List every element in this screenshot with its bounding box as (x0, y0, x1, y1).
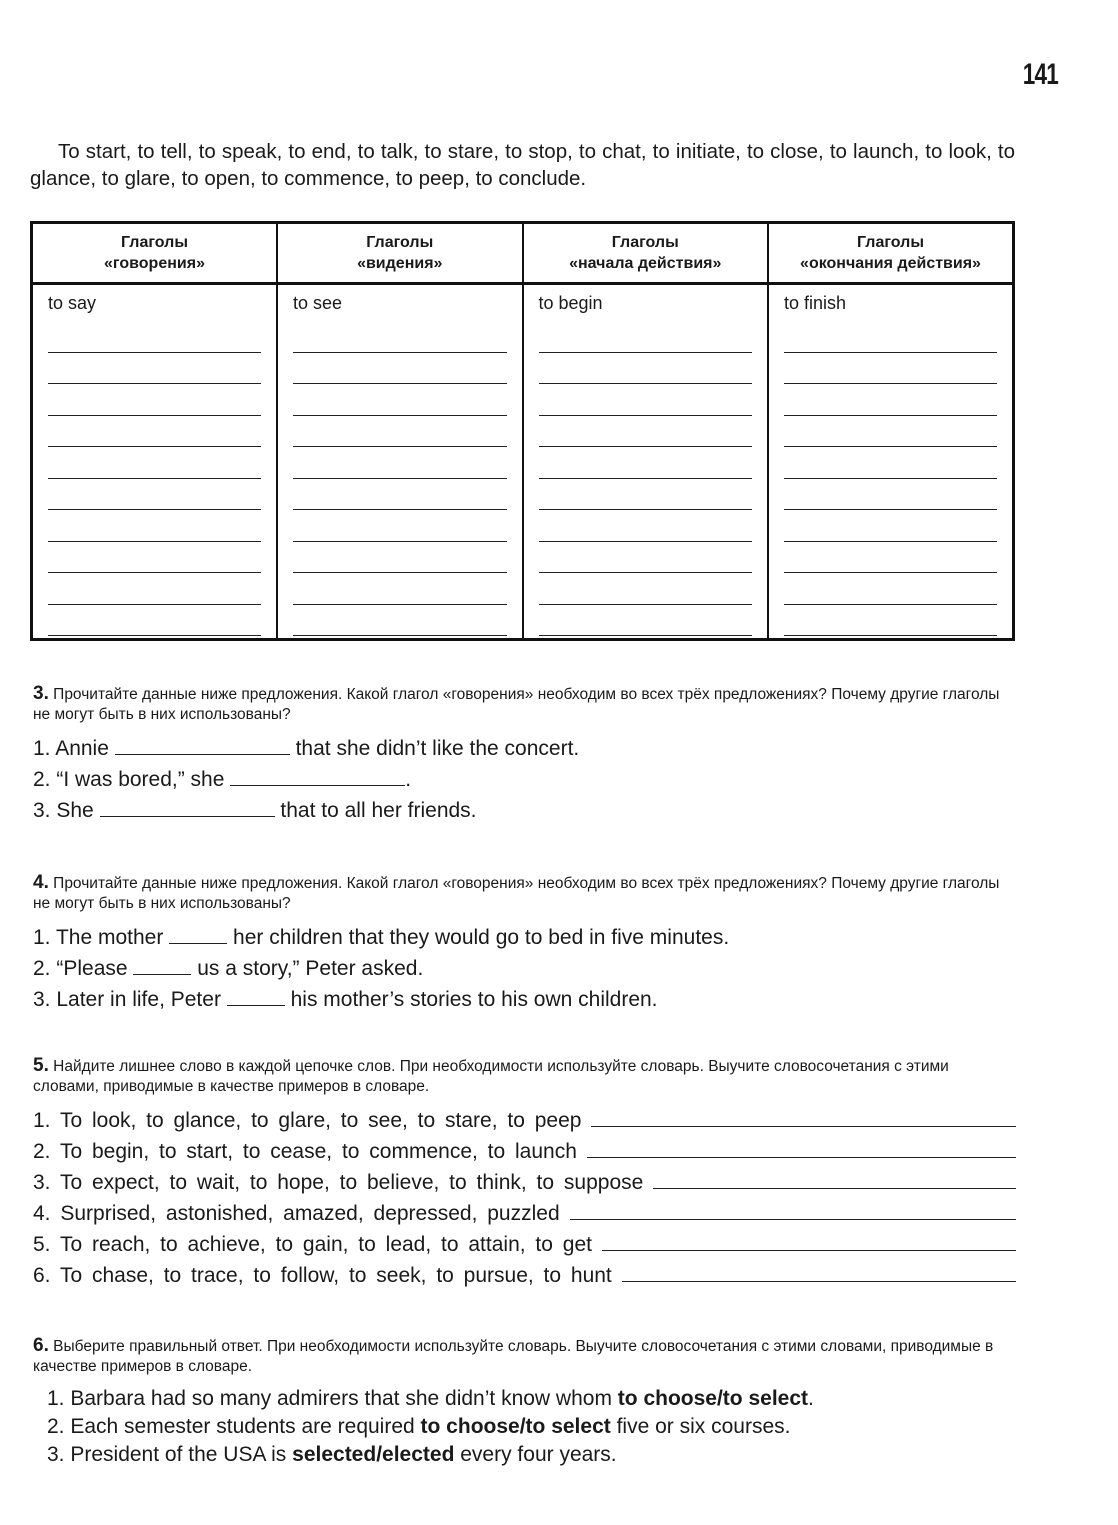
sentence: 3. She that to all her friends. (33, 799, 477, 822)
task-4 (33, 873, 1018, 1015)
answer-line[interactable] (48, 384, 261, 416)
task-3 (33, 684, 1018, 826)
column-header-seeing: Глаголы «видения» (277, 223, 523, 284)
answer-line[interactable] (539, 542, 753, 574)
answer-line[interactable] (591, 1108, 1016, 1127)
sentence: 1. Annie that she didn’t like the concert. (33, 737, 580, 760)
task-6 (33, 1336, 1018, 1469)
task-3-instruction: 3. Прочитайте данные ниже предложения. Какой глагол «говорения» необходим во всех трёх предложениях? Почему другие глаголы не могут быть в них использованы? (33, 683, 1000, 723)
answer-blank[interactable] (115, 737, 290, 755)
answer-line[interactable] (539, 605, 753, 637)
sentence: 2. Each semester students are required to choose/to select five or six courses. (47, 1415, 791, 1438)
table-column (277, 284, 523, 640)
answer-line[interactable] (48, 605, 261, 637)
sentence: 1. Barbara had so many admirers that she didn’t know whom to choose/to select. (47, 1387, 814, 1410)
sentence: 2. “I was bored,” she . (33, 768, 412, 791)
answer-line[interactable] (293, 510, 507, 542)
answer-line[interactable] (48, 321, 261, 353)
task-6-instruction: 6. Выберите правильный ответ. При необходимости используйте словарь. Выучите словосочетания с этими словами, приводимые в качестве примеров в словаре. (33, 1335, 994, 1375)
answer-line[interactable] (784, 573, 997, 605)
answer-line[interactable] (293, 605, 507, 637)
answer-line[interactable] (539, 384, 753, 416)
column-example: to begin (538, 293, 603, 313)
table-column (523, 284, 769, 640)
task-4-instruction: 4. Прочитайте данные ниже предложения. Какой глагол «говорения» необходим во всех трёх предложениях? Почему другие глаголы не могут быть в них использованы? (33, 872, 1000, 912)
column-example: to say (48, 293, 97, 313)
answer-line[interactable] (48, 353, 261, 385)
answer-line[interactable] (784, 353, 997, 385)
answer-line[interactable] (784, 321, 997, 353)
column-header-speaking: Глаголы «говорения» (32, 223, 278, 284)
answer-line[interactable] (539, 447, 753, 479)
answer-line[interactable] (293, 573, 507, 605)
answer-blank[interactable] (100, 799, 275, 817)
task-number: 4. (33, 872, 49, 893)
answer-line[interactable] (48, 542, 261, 574)
answer-line[interactable] (48, 416, 261, 448)
answer-line[interactable] (539, 510, 753, 542)
column-example: to see (293, 293, 343, 313)
answer-line[interactable] (784, 416, 997, 448)
answer-line[interactable] (539, 321, 753, 353)
answer-line[interactable] (48, 510, 261, 542)
answer-line[interactable] (622, 1263, 1016, 1282)
answer-line[interactable] (784, 510, 997, 542)
table-header-row (32, 223, 1014, 284)
answer-line[interactable] (570, 1201, 1016, 1220)
answer-line[interactable] (293, 321, 507, 353)
task-number: 5. (33, 1055, 49, 1076)
table-column (768, 284, 1014, 640)
answer-line[interactable] (539, 353, 753, 385)
answer-line[interactable] (784, 479, 997, 511)
answer-line[interactable] (293, 479, 507, 511)
word-list: To start, to tell, to speak, to end, to talk, to stare, to stop, to chat, to initiate, to close, to launch, to look, to glance, to glare, to open, to commence, to peep, to conclude. (30, 140, 1015, 190)
answer-line[interactable] (293, 447, 507, 479)
answer-line[interactable] (293, 416, 507, 448)
task-5-instruction: 5. Найдите лишнее слово в каждой цепочке слов. При необходимости используйте словарь. Выучите словосочетания с этими словами, приводимые в качестве примеров в словаре. (33, 1055, 949, 1095)
answer-line[interactable] (784, 384, 997, 416)
answer-line[interactable] (784, 542, 997, 574)
answer-line[interactable] (587, 1139, 1016, 1158)
list-item: 4. Surprised, astonished, amazed, depressed, puzzled (33, 1198, 1018, 1229)
page-number: 141 (1022, 58, 1058, 91)
answer-line[interactable] (48, 479, 261, 511)
answer-line[interactable] (653, 1170, 1016, 1189)
table-body-row (32, 284, 1014, 640)
answer-line[interactable] (293, 542, 507, 574)
answer-blank[interactable] (230, 768, 405, 786)
answer-blank[interactable] (133, 957, 191, 975)
answer-choice[interactable]: to choose/to select (617, 1387, 809, 1410)
answer-line[interactable] (539, 416, 753, 448)
column-header-ending: Глаголы «окончания действия» (768, 223, 1014, 284)
table-column (32, 284, 278, 640)
answer-line[interactable] (539, 573, 753, 605)
answer-line[interactable] (602, 1232, 1016, 1251)
answer-line[interactable] (48, 447, 261, 479)
list-item: 1. To look, to glance, to glare, to see, to stare, to peep (33, 1105, 1018, 1136)
task-number: 6. (33, 1335, 49, 1356)
answer-line[interactable] (293, 384, 507, 416)
task-number: 3. (33, 683, 49, 704)
task-5 (33, 1056, 1018, 1291)
list-item: 6. To chase, to trace, to follow, to seek, to pursue, to hunt (33, 1260, 1018, 1291)
sentence: 2. “Please us a story,” Peter asked. (33, 957, 424, 980)
verb-classification-table (30, 221, 1015, 641)
answer-choice[interactable]: selected/elected (292, 1443, 455, 1466)
answer-line[interactable] (539, 479, 753, 511)
sentence: 3. President of the USA is selected/elected every four years. (47, 1443, 617, 1466)
answer-line[interactable] (48, 573, 261, 605)
answer-blank[interactable] (227, 988, 285, 1006)
column-header-beginning: Глаголы «начала действия» (523, 223, 769, 284)
answer-blank[interactable] (169, 926, 227, 944)
list-item: 3. To expect, to wait, to hope, to believe, to think, to suppose (33, 1167, 1018, 1198)
answer-choice[interactable]: to choose/to select (420, 1415, 611, 1438)
answer-line[interactable] (784, 447, 997, 479)
answer-line[interactable] (784, 605, 997, 637)
sentence: 1. The mother her children that they would go to bed in five minutes. (33, 926, 730, 949)
list-item: 5. To reach, to achieve, to gain, to lead, to attain, to get (33, 1229, 1018, 1260)
list-item: 2. To begin, to start, to cease, to commence, to launch (33, 1136, 1018, 1167)
column-example: to finish (784, 293, 847, 313)
sentence: 3. Later in life, Peter his mother’s stories to his own children. (33, 988, 658, 1011)
answer-line[interactable] (293, 353, 507, 385)
